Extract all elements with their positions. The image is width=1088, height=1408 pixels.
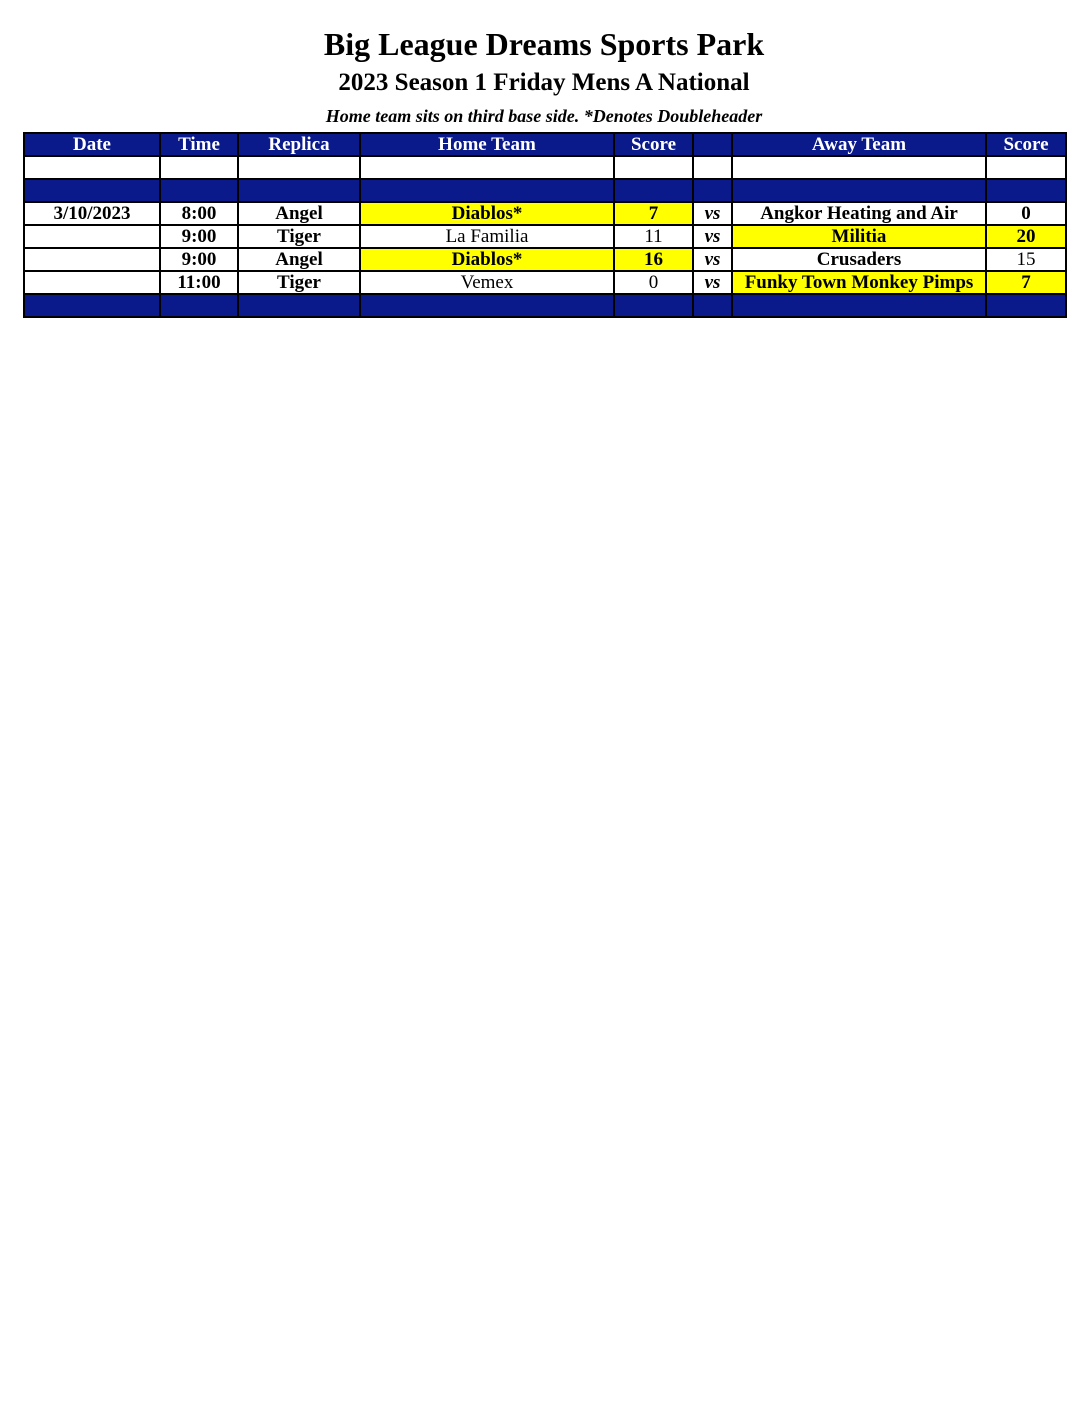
- header-row: [24, 133, 1066, 156]
- home-team: Diablos*: [360, 248, 614, 271]
- home-score: 7: [614, 202, 693, 225]
- away-score: 7: [986, 271, 1066, 294]
- page-title: Big League Dreams Sports Park: [323, 26, 765, 62]
- vs-label: vs: [693, 271, 732, 294]
- game-time: 9:00: [160, 225, 238, 248]
- home-score: 11: [614, 225, 693, 248]
- game-time: 8:00: [160, 202, 238, 225]
- schedule-note: Home team sits on third base side. *Denotes Doubleheader: [325, 106, 763, 126]
- game-replica: Angel: [238, 202, 360, 225]
- away-team: Crusaders: [732, 248, 986, 271]
- footer-band: [24, 294, 1066, 317]
- game-replica: Tiger: [238, 271, 360, 294]
- schedule-table: [23, 132, 1067, 318]
- blank-cell: [24, 156, 160, 179]
- away-score: 15: [986, 248, 1066, 271]
- column-header-home-team: Home Team: [360, 133, 614, 156]
- blank-cell: [732, 156, 986, 179]
- column-header-vs: [693, 133, 732, 156]
- vs-label: vs: [693, 248, 732, 271]
- away-team: Militia: [732, 225, 986, 248]
- game-replica: Tiger: [238, 225, 360, 248]
- away-team: Funky Town Monkey Pimps: [732, 271, 986, 294]
- game-row: [24, 202, 1066, 225]
- vs-label: vs: [693, 202, 732, 225]
- away-score: 0: [986, 202, 1066, 225]
- home-team: La Familia: [360, 225, 614, 248]
- column-header-home-score: Score: [614, 133, 693, 156]
- separator-band: [24, 179, 1066, 202]
- game-time: 9:00: [160, 248, 238, 271]
- home-team: Diablos*: [360, 202, 614, 225]
- game-row: [24, 271, 1066, 294]
- game-time: 11:00: [160, 271, 238, 294]
- game-date: 3/10/2023: [24, 202, 160, 225]
- column-header-away-score: Score: [986, 133, 1066, 156]
- column-header-date: Date: [24, 133, 160, 156]
- game-date: [24, 225, 160, 248]
- away-team: Angkor Heating and Air: [732, 202, 986, 225]
- column-header-replica: Replica: [238, 133, 360, 156]
- blank-cell: [986, 156, 1066, 179]
- blank-cell: [614, 156, 693, 179]
- column-header-time: Time: [160, 133, 238, 156]
- page-subtitle: 2023 Season 1 Friday Mens A National: [338, 69, 750, 96]
- home-score: 16: [614, 248, 693, 271]
- game-replica: Angel: [238, 248, 360, 271]
- home-team: Vemex: [360, 271, 614, 294]
- game-row: [24, 225, 1066, 248]
- blank-cell: [160, 156, 238, 179]
- blank-row: [24, 156, 1066, 179]
- blank-cell: [238, 156, 360, 179]
- game-date: [24, 271, 160, 294]
- vs-label: vs: [693, 225, 732, 248]
- column-header-away-team: Away Team: [732, 133, 986, 156]
- game-date: [24, 248, 160, 271]
- blank-cell: [360, 156, 614, 179]
- away-score: 20: [986, 225, 1066, 248]
- blank-cell: [693, 156, 732, 179]
- home-score: 0: [614, 271, 693, 294]
- game-row: [24, 248, 1066, 271]
